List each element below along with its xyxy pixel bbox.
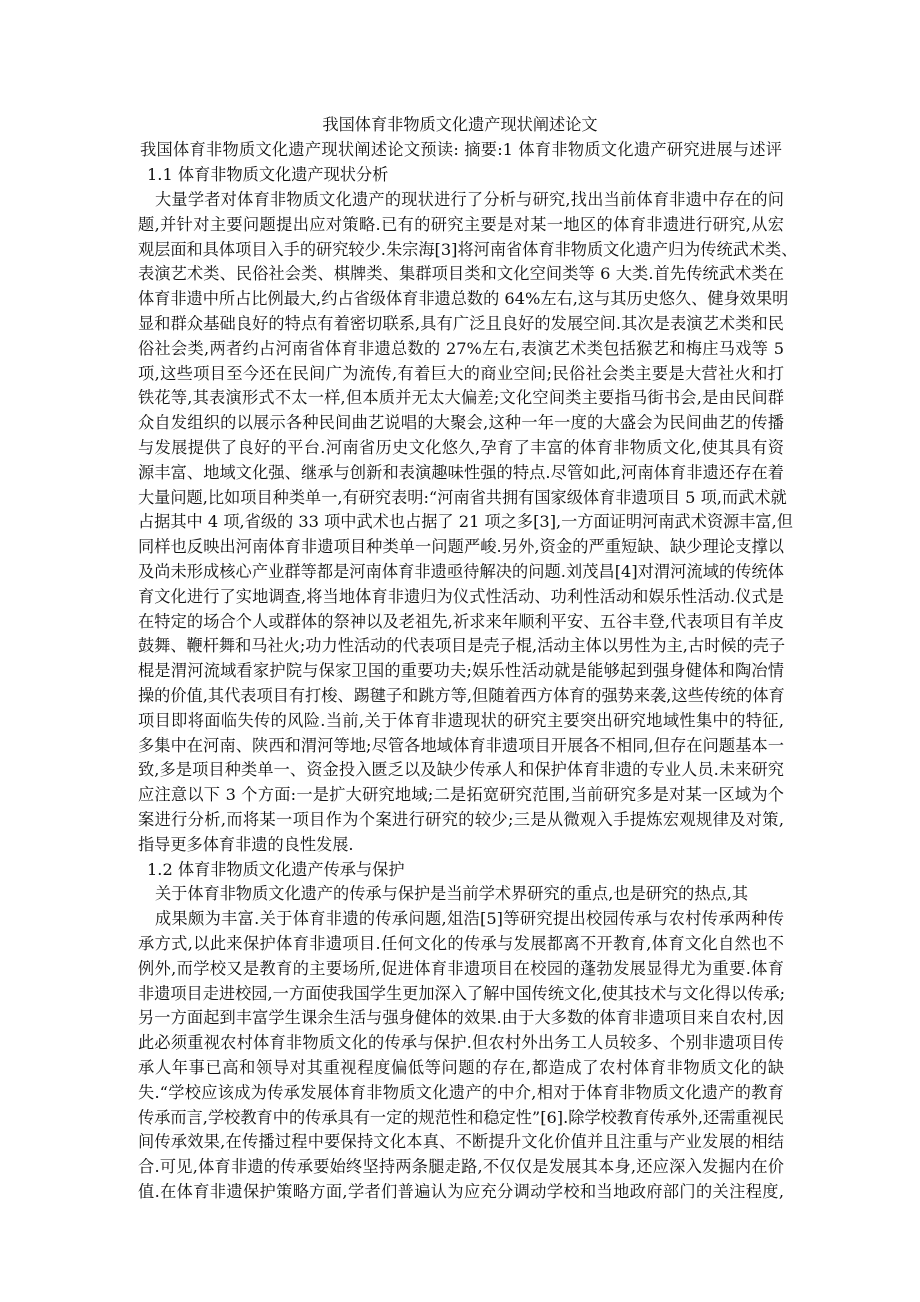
paragraph-line: 指导更多体育非遗的良性发展.: [138, 835, 354, 854]
paragraph-line: 合.可见,体育非遗的传承要始终坚持两条腿走路,不仅仅是发展其本身,还应深入发掘内在价: [138, 1157, 784, 1176]
paragraph-line: 同样也反映出河南体育非遗项目种类单一问题严峻.另外,资金的严重短缺、缺少理论支撑以: [138, 537, 784, 556]
paragraph-line: 操的价值,其代表项目有打梭、踢毽子和跳方等,但随着西方体育的强势来袭,这些传统的体育: [138, 686, 785, 705]
paragraph-line: 承人年事已高和领导对其重视程度偏低等问题的存在,都造成了农村体育非物质文化的缺: [138, 1058, 784, 1077]
paragraph-line: 项,这些项目至今还在民间广为流传,有着巨大的商业空间;民俗社会类主要是大营社火和打: [138, 364, 784, 383]
paragraph-line: 致,多是项目种类单一、资金投入匮乏以及缺少传承人和保护体育非遗的专业人员.未来研究: [138, 760, 784, 779]
paragraph-line: 铁花等,其表演形式不太一样,但本质并无太大偏差;文化空间类主要指马街书会,是由民间群: [138, 388, 784, 407]
paragraph-line: 值.在体育非遗保护策略方面,学者们普遍认为应充分调动学校和当地政府部门的关注程度,: [138, 1182, 784, 1201]
paragraph-line: 间传承效果,在传播过程中要保持文化本真、不断提升文化价值并且注重与产业发展的相结: [138, 1132, 784, 1151]
paragraph-line: 表演艺术类、民俗社会类、棋牌类、集群项目类和文化空间类等 6 大类.首先传统武术类在: [138, 264, 784, 283]
paragraph-line: 棍是渭河流域看家护院与保家卫国的重要功夫;娱乐性活动就是能够起到强身健体和陶冶情: [138, 661, 784, 680]
paragraph-line: 另一方面起到丰富学生课余生活与强身健体的效果.由于大多数的体育非遗项目来自农村,因: [138, 1008, 784, 1027]
paragraph-line: 观层面和具体项目入手的研究较少.朱宗海[3]将河南省体育非物质文化遗产归为传统武术类、: [138, 240, 798, 259]
paragraph-line: 体育非遗中所占比例最大,约占省级体育非遗总数的 64%左右,这与其历史悠久、健身效果明: [138, 289, 789, 308]
paragraph-line: 此必须重视农村体育非物质文化的传承与保护.但农村外出务工人员较多、个别非遗项目传: [138, 1033, 784, 1052]
paragraph-line: 案进行分析,而将某一项目作为个案进行研究的较少;三是从微观入手提炼宏观规律及对策,: [138, 810, 784, 829]
paragraph-line: 大量问题,比如项目种类单一,有研究表明:“河南省共拥有国家级体育非遗项目 5 项,而武术就: [138, 488, 787, 507]
paragraph-line: 例外,而学校又是教育的主要场所,促进体育非遗项目在校园的蓬勃发展显得尤为重要.体育: [138, 959, 784, 978]
paragraph-line: 多集中在河南、陕西和渭河等地;尽管各地域体育非遗项目开展各不相同,但存在问题基本一: [138, 736, 784, 755]
paragraph-line: 成果颇为丰富.关于体育非遗的传承问题,俎浩[5]等研究提出校园传承与农村传承两种传: [155, 909, 784, 928]
paragraph-line: 关于体育非物质文化遗产的传承与保护是当前学术界研究的重点,也是研究的热点,其: [155, 884, 749, 903]
paragraph-line: 俗社会类,两者约占河南省体育非遗总数的 27%左右,表演艺术类包括猴艺和梅庄马戏等 5: [138, 339, 784, 358]
paragraph-line: 与发展提供了良好的平台.河南省历史文化悠久,孕育了丰富的体育非物质文化,使其具有资: [138, 438, 784, 457]
paragraph-line: 源丰富、地域文化强、继承与创新和表演趣味性强的特点.尽管如此,河南体育非遗还存在着: [138, 463, 784, 482]
paragraph-line: 显和群众基础良好的特点有着密切联系,具有广泛且良好的发展空间.其次是表演艺术类和民: [138, 314, 784, 333]
section-heading-1-2: 1.2 体育非物质文化遗产传承与保护: [147, 860, 405, 879]
paragraph-line: 占据其中 4 项,省级的 33 项中武术也占据了 21 项之多[3],一方面证明河南武术资源丰富,但: [138, 512, 793, 531]
paragraph-line: 及尚未形成核心产业群等都是河南体育非遗亟待解决的问题.刘茂昌[4]对渭河流域的传统体: [138, 562, 784, 581]
paragraph-line: 承方式,以此来保护体育非遗项目.任何文化的传承与发展都离不开教育,体育文化自然也不: [138, 934, 784, 953]
paragraph-line: 在特定的场合个人或群体的祭神以及老祖先,祈求来年顺利平安、五谷丰登,代表项目有羊皮: [138, 612, 784, 631]
paragraph-line: 鼓舞、鞭杆舞和马社火;功力性活动的代表项目是壳子棍,活动主体以男性为主,古时候的壳子: [138, 636, 786, 655]
paragraph-line: 非遗项目走进校园,一方面使我国学生更加深入了解中国传统文化,使其技术与文化得以传承;: [138, 984, 786, 1003]
paragraph-line: 项目即将面临失传的风险.当前,关于体育非遗现状的研究主要突出研究地域性集中的特征,: [138, 711, 784, 730]
section-heading-1-1: 1.1 体育非物质文化遗产现状分析: [147, 165, 389, 184]
document-title: 我国体育非物质文化遗产现状阐述论文: [322, 115, 598, 134]
paragraph-line: 题,并针对主要问题提出应对策略.已有的研究主要是对某一地区的体育非遗进行研究,从宏: [138, 215, 784, 234]
paragraph-line: 传承而言,学校教育中的传承具有一定的规范性和稳定性”[6].除学校教育传承外,还需重视民: [138, 1108, 784, 1127]
paragraph-line: 应注意以下 3 个方面:一是扩大研究地域;二是拓宽研究范围,当前研究多是对某一区域为个: [138, 785, 784, 804]
paragraph-line: 众自发组织的以展示各种民间曲艺说唱的大聚会,这种一年一度的大盛会为民间曲艺的传播: [138, 413, 784, 432]
paragraph-line: 大量学者对体育非物质文化遗产的现状进行了分析与研究,找出当前体育非遗中存在的问: [155, 190, 784, 209]
paragraph-line: 育文化进行了实地调查,将当地体育非遗归为仪式性活动、功利性活动和娱乐性活动.仪式是: [138, 587, 784, 606]
paragraph-line: 失.“学校应该成为传承发展体育非物质文化遗产的中介,相对于体育非物质文化遗产的教育: [138, 1083, 784, 1102]
document-subtitle: 我国体育非物质文化遗产现状阐述论文预读: 摘要:1 体育非物质文化遗产研究进展与述评: [140, 140, 782, 159]
